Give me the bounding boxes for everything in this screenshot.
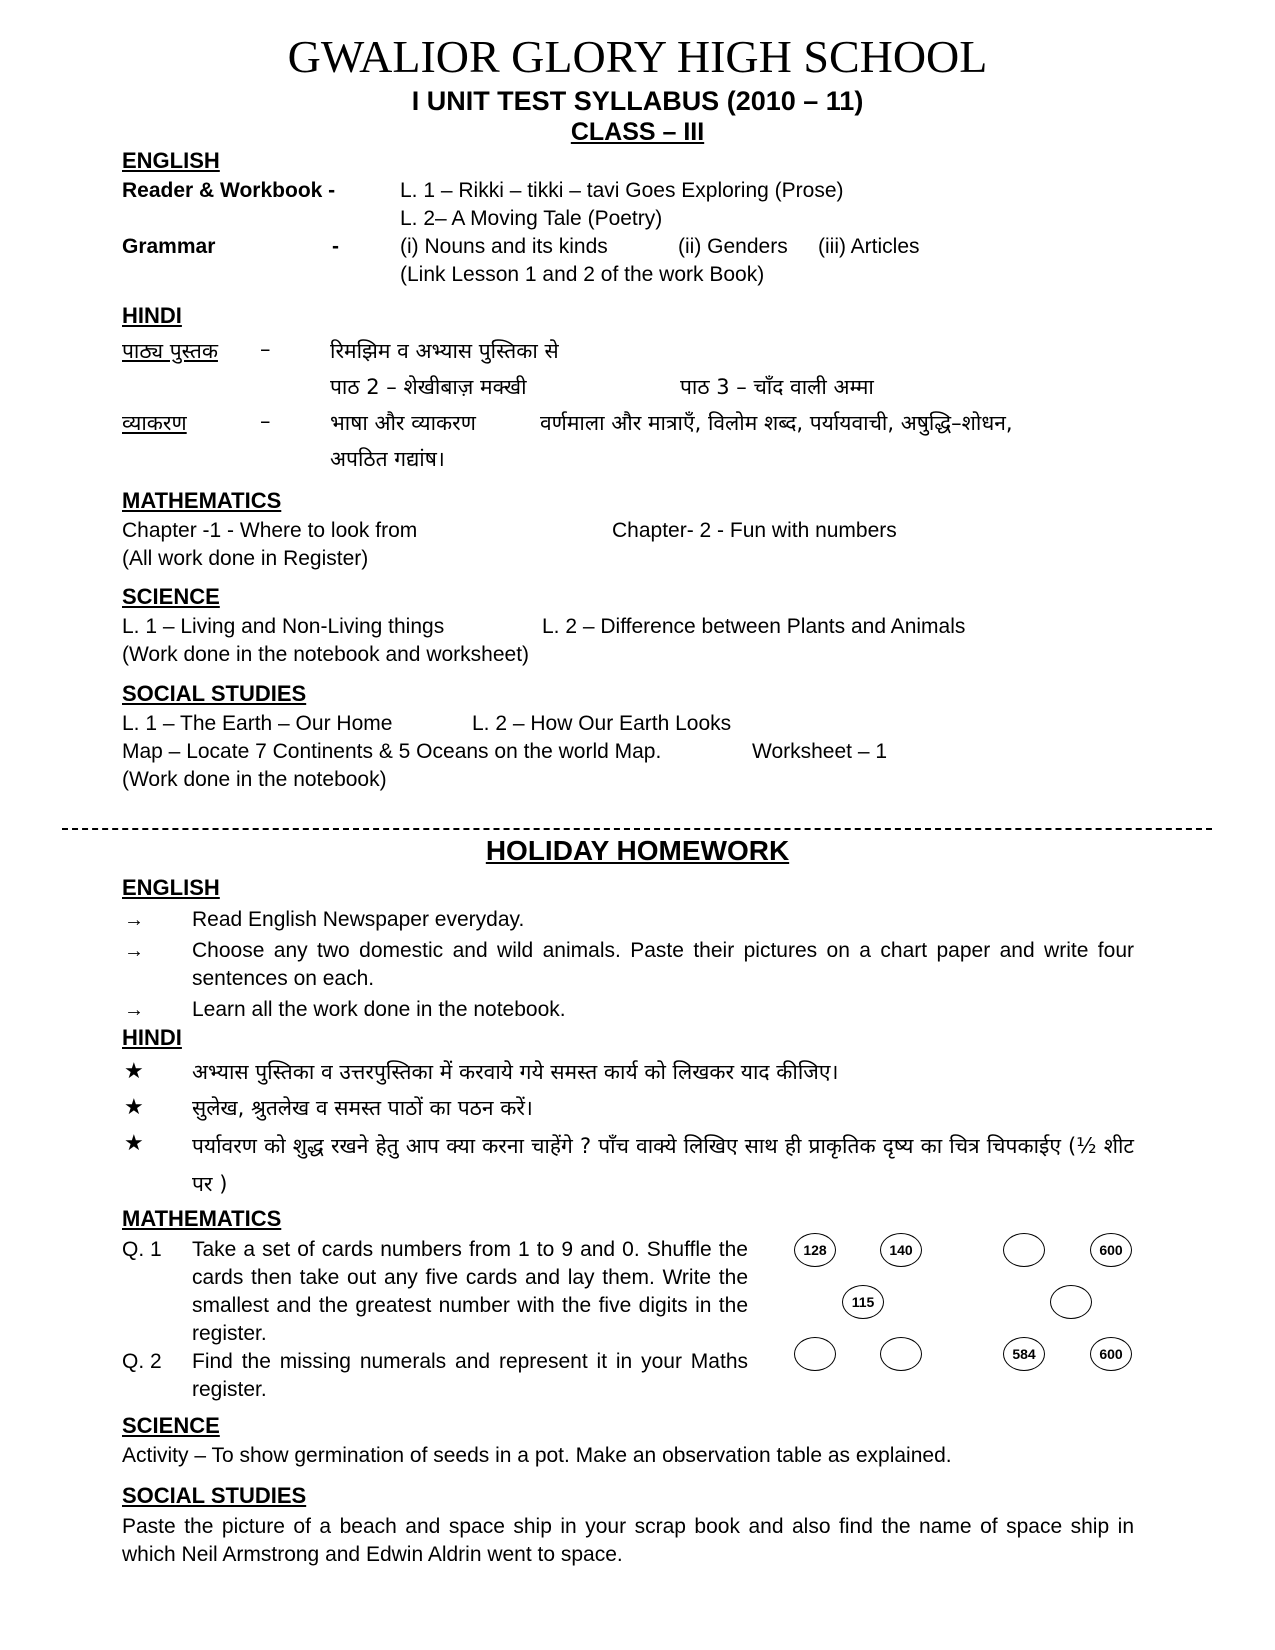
grammar-label: Grammar bbox=[122, 235, 216, 258]
hindi-dash: – bbox=[260, 337, 271, 361]
hindi-textbook-line: रिमझिम व अभ्यास पुस्तिका से bbox=[330, 339, 559, 363]
science-note: (Work done in the notebook and worksheet) bbox=[122, 643, 530, 666]
hw-social-text: Paste the picture of a beach and space ship in your scrap book and also find the name of space ship in which Neil Armstrong and Edwin Aldrin went to space. bbox=[122, 1515, 1134, 1566]
reader-line1: L. 1 – Rikki – tikki – tavi Goes Exploring (Prose) bbox=[400, 179, 844, 202]
number-circle: 128 bbox=[794, 1233, 836, 1267]
social-lesson: L. 2 – How Our Earth Looks bbox=[472, 712, 732, 735]
syllabus-science-heading: SCIENCE bbox=[122, 584, 220, 609]
grammar-note: (Link Lesson 1 and 2 of the work Book) bbox=[400, 263, 765, 286]
grammar-dash: - bbox=[332, 235, 339, 258]
hw-english-heading: ENGLISH bbox=[122, 875, 220, 900]
arrow-bullet-icon: → bbox=[124, 909, 144, 931]
syllabus-english-heading: ENGLISH bbox=[122, 148, 220, 173]
reader-line2: L. 2– A Moving Tale (Poetry) bbox=[400, 207, 663, 230]
hw-hindi-item: अभ्यास पुस्तिका व उत्तरपुस्तिका में करवाये गये समस्त कार्य को लिखकर याद कीजिए। bbox=[192, 1060, 839, 1084]
dashed-divider bbox=[62, 828, 1212, 830]
science-lesson: L. 1 – Living and Non-Living things bbox=[122, 615, 445, 638]
syllabus-social-heading: SOCIAL STUDIES bbox=[122, 681, 307, 706]
number-circle-blank bbox=[1003, 1233, 1045, 1267]
arrow-bullet-icon: → bbox=[124, 940, 144, 962]
number-circle-blank bbox=[1050, 1285, 1092, 1319]
grammar-item: (iii) Articles bbox=[818, 235, 920, 258]
hindi-grammar-book: भाषा और व्याकरण bbox=[330, 411, 476, 435]
syllabus-title: I UNIT TEST SYLLABUS (2010 – 11) bbox=[411, 86, 864, 116]
social-note: (Work done in the notebook) bbox=[122, 768, 387, 791]
hw-english-item: Learn all the work done in the notebook. bbox=[192, 998, 566, 1021]
hindi-lesson: पाठ 3 – चाँद वाली अम्मा bbox=[680, 375, 874, 399]
arrow-bullet-icon: → bbox=[124, 999, 144, 1021]
number-circle-blank bbox=[880, 1337, 922, 1371]
number-circle: 584 bbox=[1003, 1337, 1045, 1371]
hw-english-item: Choose any two domestic and wild animals. Paste their pictures on a chart paper and write four sentences on each. bbox=[192, 939, 1134, 990]
grammar-item: (ii) Genders bbox=[678, 235, 788, 258]
hw-hindi-heading: HINDI bbox=[122, 1025, 182, 1050]
q1-text: Take a set of cards numbers from 1 to 9 and 0. Shuffle the cards then take out any five cards and lay them. Write the smallest and the greatest number with the five digits in the register. bbox=[192, 1238, 748, 1345]
number-circle-blank bbox=[794, 1337, 836, 1371]
class-title: CLASS – III bbox=[570, 118, 705, 146]
school-name: GWALIOR GLORY HIGH SCHOOL bbox=[287, 31, 988, 82]
social-worksheet: Worksheet – 1 bbox=[752, 740, 888, 763]
number-circle: 600 bbox=[1090, 1233, 1132, 1267]
number-circle: 600 bbox=[1090, 1337, 1132, 1371]
number-circle: 140 bbox=[880, 1233, 922, 1267]
hindi-grammar-label: व्याकरण bbox=[122, 411, 187, 435]
hindi-textbook-label: पाठ्य पुस्तक bbox=[122, 339, 218, 363]
maths-chapter: Chapter- 2 - Fun with numbers bbox=[612, 519, 897, 542]
hw-science-heading: SCIENCE bbox=[122, 1413, 220, 1438]
social-lesson: L. 1 – The Earth – Our Home bbox=[122, 712, 393, 735]
homework-title: HOLIDAY HOMEWORK bbox=[485, 835, 790, 866]
hw-maths-heading: MATHEMATICS bbox=[122, 1206, 282, 1231]
star-bullet-icon: ★ bbox=[124, 1130, 144, 1155]
hw-hindi-item: सुलेख, श्रुतलेख व समस्त पाठों का पठन करें। bbox=[192, 1096, 533, 1120]
grammar-item: (i) Nouns and its kinds bbox=[400, 235, 608, 258]
number-circle: 115 bbox=[842, 1285, 884, 1319]
social-map: Map – Locate 7 Continents & 5 Oceans on the world Map. bbox=[122, 740, 662, 763]
hindi-lesson: पाठ 2 – शेखीबाज़ मक्खी bbox=[330, 375, 527, 399]
hw-social-heading: SOCIAL STUDIES bbox=[122, 1483, 307, 1508]
q2-label: Q. 2 bbox=[122, 1350, 162, 1373]
maths-note: (All work done in Register) bbox=[122, 547, 369, 570]
hw-english-item: Read English Newspaper everyday. bbox=[192, 908, 525, 931]
syllabus-hindi-heading: HINDI bbox=[122, 303, 182, 328]
hw-hindi-item: पर्यावरण को शुद्ध रखने हेतु आप क्या करना चाहेंगे ? पाँच वाक्ये लिखिए साथ ही प्राकृतिक दृष्य का चित्र चिपकाईए (½ शीट पर ) bbox=[192, 1134, 1134, 1196]
syllabus-maths-heading: MATHEMATICS bbox=[122, 488, 282, 513]
hindi-grammar-topics: अपठित गद्यांष। bbox=[330, 447, 445, 471]
hw-science-activity: Activity – To show germination of seeds in a pot. Make an observation table as explained. bbox=[122, 1444, 952, 1467]
hindi-grammar-topics: वर्णमाला और मात्राएँ, विलोम शब्द, पर्यायवाची, अषुद्धि–शोधन, bbox=[540, 411, 1013, 435]
q2-text: Find the missing numerals and represent it in your Maths register. bbox=[192, 1350, 748, 1401]
science-lesson: L. 2 – Difference between Plants and Animals bbox=[542, 615, 966, 638]
reader-label: Reader & Workbook - bbox=[122, 179, 336, 202]
maths-chapter: Chapter -1 - Where to look from bbox=[122, 519, 418, 542]
star-bullet-icon: ★ bbox=[124, 1094, 144, 1119]
star-bullet-icon: ★ bbox=[124, 1058, 144, 1083]
hindi-dash: – bbox=[260, 409, 271, 433]
q1-label: Q. 1 bbox=[122, 1238, 162, 1261]
